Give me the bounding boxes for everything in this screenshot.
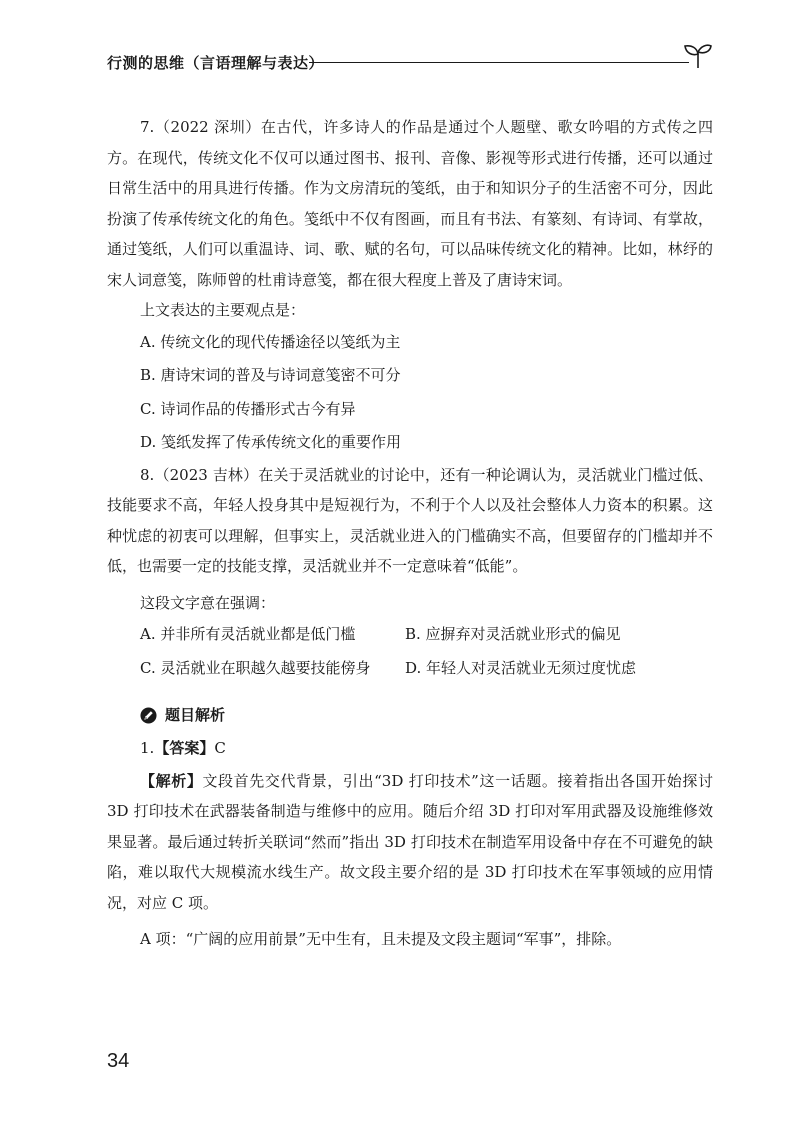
question-8-options-row-2	[107, 652, 713, 686]
question-8-option-c: C. 灵活就业在职越久越要技能傍身	[140, 658, 371, 677]
sprout-icon	[683, 42, 713, 70]
explanation-tag: 【解析】	[140, 771, 203, 790]
analysis-heading	[107, 699, 713, 732]
question-8-option-d: D. 年轻人对灵活就业无须过度忧虑	[405, 658, 637, 677]
pencil-circle-icon	[140, 707, 157, 724]
question-7-prompt: 上文表达的主要观点是：	[140, 301, 306, 319]
question-8-option-b: B. 应摒弃对灵活就业形式的偏见	[405, 625, 621, 643]
question-8-option-a: A. 并非所有灵活就业都是低门槛	[140, 625, 356, 643]
running-header	[107, 50, 713, 74]
question-7-option-d: D. 笺纸发挥了传承传统文化的重要作用	[140, 433, 402, 451]
question-7-stem: 7.（2022 深圳）在古代，许多诗人的作品是通过个人题壁、歌女吟唱的方式传之四方。在现代，传统文化不仅可以通过图书、报刊、音像、影视等形式进行传播，还可以通过日常生活中的用具进行传播。作为文房清玩的笺纸，由于和知识分子的生活密不可分，因此扮演了传承传统文化的角色。笺纸中不仅有图画，而且有书法、有篆刻、有诗词、有掌故，通过笺纸，人们可以重温诗、词、歌、赋的名句，可以品味传统文化的精神。比如，林纾的宋人词意笺，陈师曾的杜甫诗意笺，都在很大程度上普及了唐诗宋词。	[107, 118, 713, 289]
page-number: 34	[107, 1050, 130, 1072]
question-7-option-a: A. 传统文化的现代传播途径以笺纸为主	[140, 332, 401, 351]
header-rule	[309, 62, 689, 63]
question-7-option-b: B. 唐诗宋词的普及与诗词意笺密不可分	[140, 366, 401, 384]
question-8-prompt: 这段文字意在强调：	[140, 593, 276, 612]
answer-line	[107, 732, 713, 766]
explanation-item-a: A 项：“广阔的应用前景”无中生有，且未提及文段主题词“军事”，排除。	[140, 930, 622, 948]
question-7-option-c: C. 诗词作品的传播形式古今有异	[140, 399, 356, 418]
question-8-options-row-1	[107, 618, 713, 652]
page-content	[107, 112, 713, 955]
explanation-text: 文段首先交代背景，引出“3D 打印技术”这一话题。接着指出各国开始探讨 3D 打印技术在武器装备制造与维修中的应用。随后介绍 3D 打印对军用武器及设施维修效果显著。最后通过转折关联词“然而”指出 3D 打印技术在制造军用设备中存在不可避免的缺陷，难以取代大规模流水线生产。故文段主要介绍的是 3D 打印技术在军事领域的应用情况，对应 C 项。	[107, 771, 713, 912]
analysis-heading-text: 题目解析	[165, 706, 226, 724]
question-8-stem: 8.（2023 吉林）在关于灵活就业的讨论中，还有一种论调认为，灵活就业门槛过低、技能要求不高，年轻人投身其中是短视行为，不利于个人以及社会整体人力资本的积累。这种忧虑的初衷可以理解，但事实上，灵活就业进入的门槛确实不高，但要留存的门槛却并不低，也需要一定的技能支撑，灵活就业并不一定意味着“低能”。	[107, 465, 713, 575]
answer-value: C	[214, 739, 226, 757]
answer-number: 1.	[140, 739, 155, 757]
header-title: 行测的思维（言语理解与表达）	[107, 54, 325, 72]
answer-tag: 【答案】	[154, 739, 215, 757]
explanation-paragraph	[107, 766, 713, 919]
